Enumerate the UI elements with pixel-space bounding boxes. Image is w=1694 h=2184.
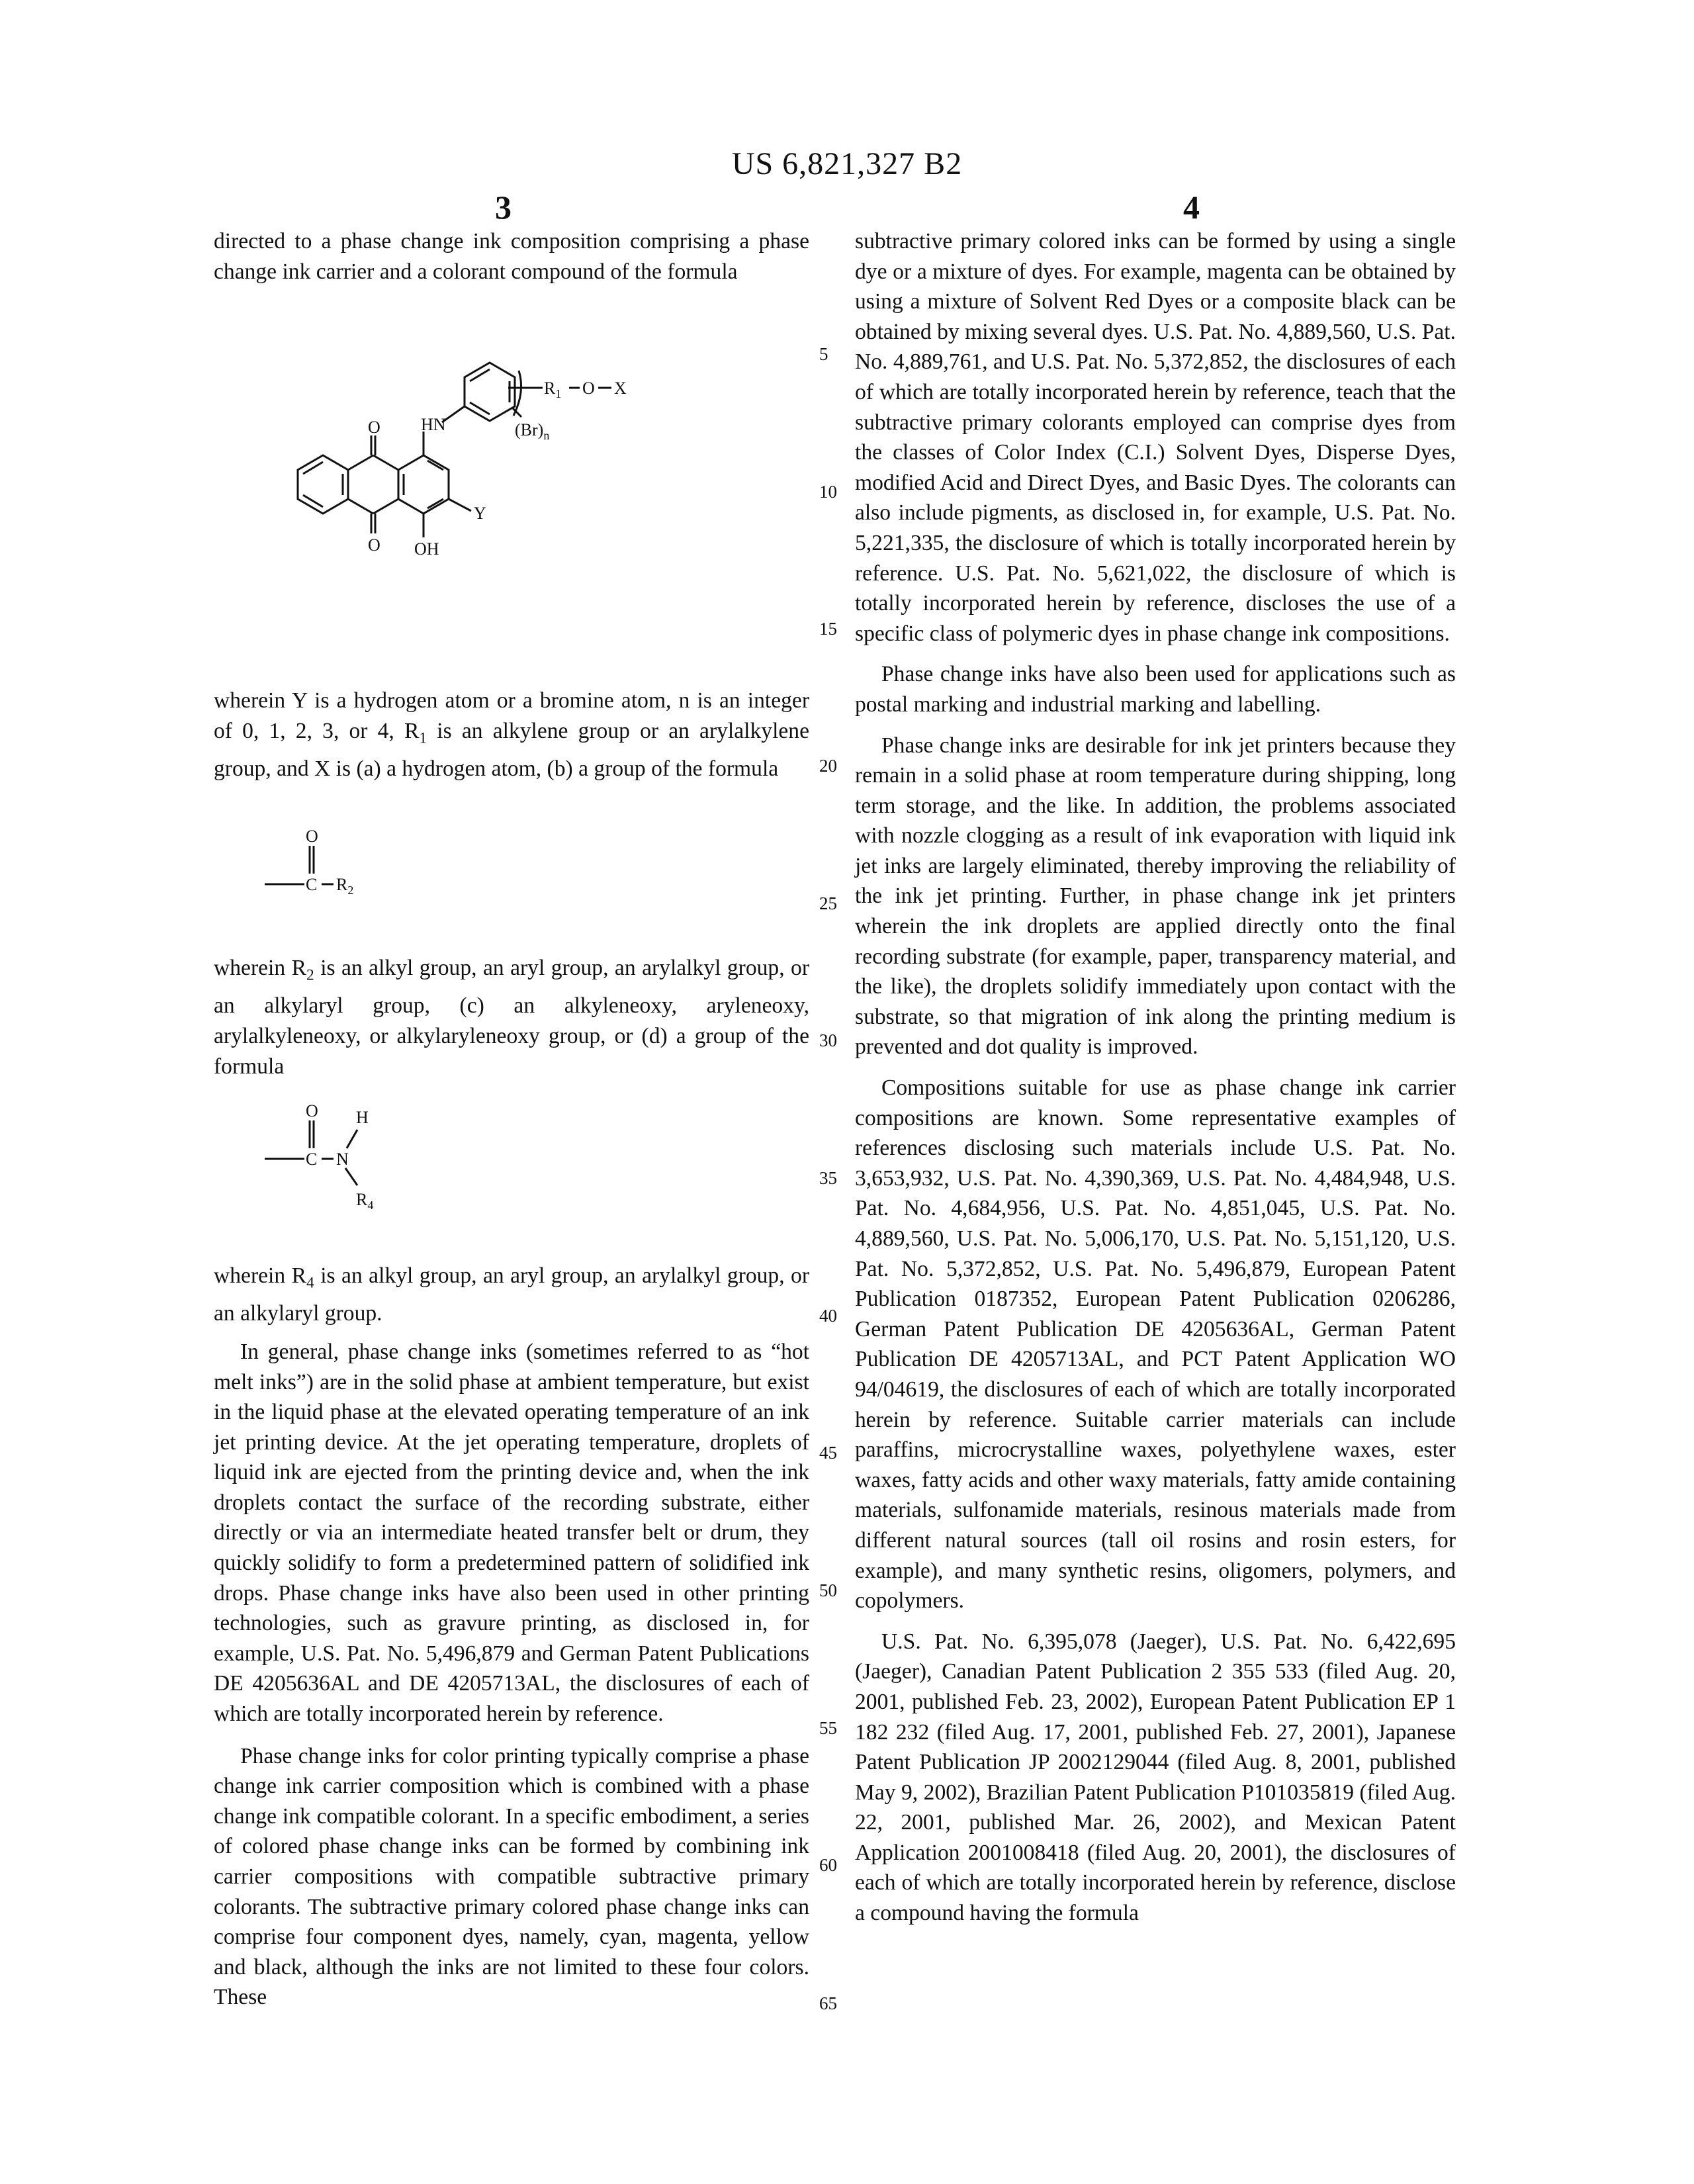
line-number: 20 bbox=[819, 756, 837, 776]
line-number: 30 bbox=[819, 1030, 837, 1050]
lower-left-column bbox=[214, 1261, 809, 2013]
svg-text:O: O bbox=[368, 418, 380, 437]
svg-text:H: H bbox=[356, 1108, 369, 1127]
intro-paragraph: directed to a phase change ink composition comprising a phase change ink carrier and a colorant compound of the formula bbox=[214, 226, 809, 287]
line-number: 15 bbox=[819, 619, 837, 639]
svg-text:HN: HN bbox=[421, 415, 446, 434]
line-number: 5 bbox=[819, 344, 828, 364]
postal-paragraph: Phase change inks have also been used for applications such as postal marking and industrial marking and labelling. bbox=[855, 659, 1456, 719]
svg-text:C: C bbox=[306, 875, 317, 894]
subtractive-paragraph: subtractive primary colored inks can be formed by using a single dye or a mixture of dyes. For example, magenta can be obtained by using a mixture of Solvent Red Dyes or a composite black can be obtained by mixing several dyes. U.S. Pat. No. 4,889,560, U.S. Pat. No. 4,889,761, and U.S. Pat. No. 5,372,852, the disclosures of each of which are totally incorporated herein by reference, teach that the subtractive primary colorants employed can comprise dyes from the classes of Color Index (C.I.) Solvent Dyes, Disperse Dyes, modified Acid and Direct Dyes, and Basic Dyes. The colorants can also include pigments, as disclosed in, for example, U.S. Pat. No. 5,221,335, the disclosure of which is totally incorporated herein by reference. U.S. Pat. No. 5,621,022, the disclosure of which is totally incorporated herein by reference, discloses the use of a specific class of polymeric dyes in phase change ink compositions. bbox=[855, 226, 1456, 649]
right-column bbox=[855, 226, 1456, 1929]
svg-text:Y: Y bbox=[474, 504, 486, 523]
compositions-paragraph: Compositions suitable for use as phase change ink carrier compositions are known. Some representative examples of references disclosing such materials include U.S. Pat. No. 3,653,932, U.S. Pat. No. 4,390,369, U.S. Pat. No. 4,484,948, U.S. Pat. No. 4,684,956, U.S. Pat. No. 4,851,045, U.S. Pat. No. 4,889,560, U.S. Pat. No. 5,006,170, U.S. Pat. No. 5,151,120, U.S. Pat. No. 5,372,852, U.S. Pat. No. 5,496,879, European Patent Publication 0187352, European Patent Publication 0206286, German Patent Publication DE 4205636AL, German Patent Publication DE 4205713AL, and PCT Patent Application WO 94/04619, the disclosures of each of which are totally incorporated herein by reference. Suitable carrier materials can include paraffins, microcrystalline waxes, polyethylene waxes, ester waxes, fatty acids and other waxy materials, fatty amide containing materials, sulfonamide materials, resinous materials made from different natural sources (tall oil rosins and rosin esters, for example), and many synthetic resins, oligomers, polymers, and copolymers. bbox=[855, 1073, 1456, 1616]
desirable-paragraph: Phase change inks are desirable for ink jet printers because they remain in a solid phase at room temperature during shipping, long term storage, and the like. In addition, the problems associated with nozzle clogging as a result of ink evaporation with liquid ink jet inks are largely eliminated, thereby improving the reliability of the ink jet printing. Further, in phase change ink jet printers wherein the ink droplets are applied directly onto the final recording substrate (for example, paper, transparency material, and the like), the droplets solidify immediately upon contact with the substrate, so that migration of ink along the printing medium is prevented and dot quality is improved. bbox=[855, 731, 1456, 1063]
phenyl-ring bbox=[465, 363, 515, 421]
wherein-y-paragraph: wherein Y is a hydrogen atom or a bromine atom, n is an integer of 0, 1, 2, 3, or 4, R1 is an alkylene group or an arylalkylene group, and X is (a) a hydrogen atom, (b) a group of the formula bbox=[214, 686, 809, 784]
left-column-number: 3 bbox=[495, 188, 512, 226]
right-column-number: 4 bbox=[1183, 188, 1200, 226]
wherein-r2-paragraph: wherein R2 is an alkyl group, an aryl group, an arylalkyl group, or an alkylaryl group, (c) an alkyleneoxy, aryleneoxy, arylalkyleneoxy, or alkylaryleneoxy group, or (d) a group of the formula bbox=[214, 953, 809, 1081]
ester-group-formula bbox=[251, 827, 463, 913]
svg-text:C: C bbox=[306, 1150, 317, 1169]
svg-text:O: O bbox=[306, 827, 318, 846]
svg-text:(Br)n: (Br)n bbox=[515, 420, 549, 442]
right-ring bbox=[398, 455, 449, 514]
svg-text:O: O bbox=[306, 1102, 318, 1120]
left-column bbox=[214, 226, 809, 287]
line-number: 50 bbox=[819, 1580, 837, 1600]
svg-text:N: N bbox=[336, 1150, 349, 1169]
left-ring bbox=[298, 455, 348, 514]
line-number: 45 bbox=[819, 1443, 837, 1463]
svg-text:X: X bbox=[614, 379, 627, 398]
wherein-r4-paragraph: wherein R4 is an alkyl group, an aryl group, an arylalkyl group, or an alkylaryl group. bbox=[214, 1261, 809, 1329]
line-number: 55 bbox=[819, 1718, 837, 1738]
line-number: 35 bbox=[819, 1168, 837, 1188]
svg-text:R2: R2 bbox=[336, 875, 353, 897]
line-number: 40 bbox=[819, 1306, 837, 1326]
color-printing-paragraph: Phase change inks for color printing typically comprise a phase change ink carrier composition which is combined with a phase change ink compatible colorant. In a specific embodiment, a series of colored phase change inks can be formed by combining ink carrier compositions with compatible subtractive primary colorants. The subtractive primary colored phase change inks can comprise four component dyes, namely, cyan, magenta, yellow and black, although the inks are not limited to these four colors. These bbox=[214, 1741, 809, 2013]
svg-text:R1: R1 bbox=[544, 379, 561, 400]
amide-group-formula bbox=[251, 1102, 463, 1221]
svg-text:R4: R4 bbox=[356, 1190, 373, 1212]
svg-text:OH: OH bbox=[414, 539, 439, 559]
line-number: 60 bbox=[819, 1855, 837, 1875]
line-number: 10 bbox=[819, 482, 837, 502]
jaeger-paragraph: U.S. Pat. No. 6,395,078 (Jaeger), U.S. Pat. No. 6,422,695 (Jaeger), Canadian Patent Publication 2 355 533 (filed Aug. 20, 2001, published Feb. 23, 2002), European Patent Publication EP 1 182 232 (filed Aug. 17, 2001, published Feb. 27, 2001), Japanese Patent Publication JP 2002129044 (filed Aug. 8, 2001, published May 9, 2002), Brazilian Patent Publication P101035819 (filed Aug. 22, 2001, published Mar. 26, 2002), and Mexican Patent Application 2001008418 (filed Aug. 20, 2001), the disclosures of each of which are totally incorporated herein by reference, disclose a compound having the formula bbox=[855, 1627, 1456, 1929]
svg-text:O: O bbox=[582, 379, 595, 398]
line-number: 65 bbox=[819, 1993, 837, 2013]
main-colorant-formula bbox=[251, 344, 728, 635]
general-paragraph: In general, phase change inks (sometimes referred to as “hot melt inks”) are in the solid phase at ambient temperature, but exist in the liquid phase at the elevated operating temperature of an ink jet printing device. At the jet operating temperature, droplets of liquid ink are ejected from the printing device and, when the ink droplets contact the surface of the recording substrate, either directly or via an intermediate heated transfer belt or drum, they quickly solidify to form a predetermined pattern of solidified ink drops. Phase change inks have also been used in other printing technologies, such as gravure printing, as disclosed in, for example, U.S. Pat. No. 5,496,879 and German Patent Publications DE 4205636AL and DE 4205713AL, the disclosures of each of which are totally incorporated herein by reference. bbox=[214, 1337, 809, 1729]
line-number: 25 bbox=[819, 893, 837, 913]
svg-text:O: O bbox=[368, 535, 380, 555]
patent-number: US 6,821,327 B2 bbox=[0, 146, 1694, 182]
